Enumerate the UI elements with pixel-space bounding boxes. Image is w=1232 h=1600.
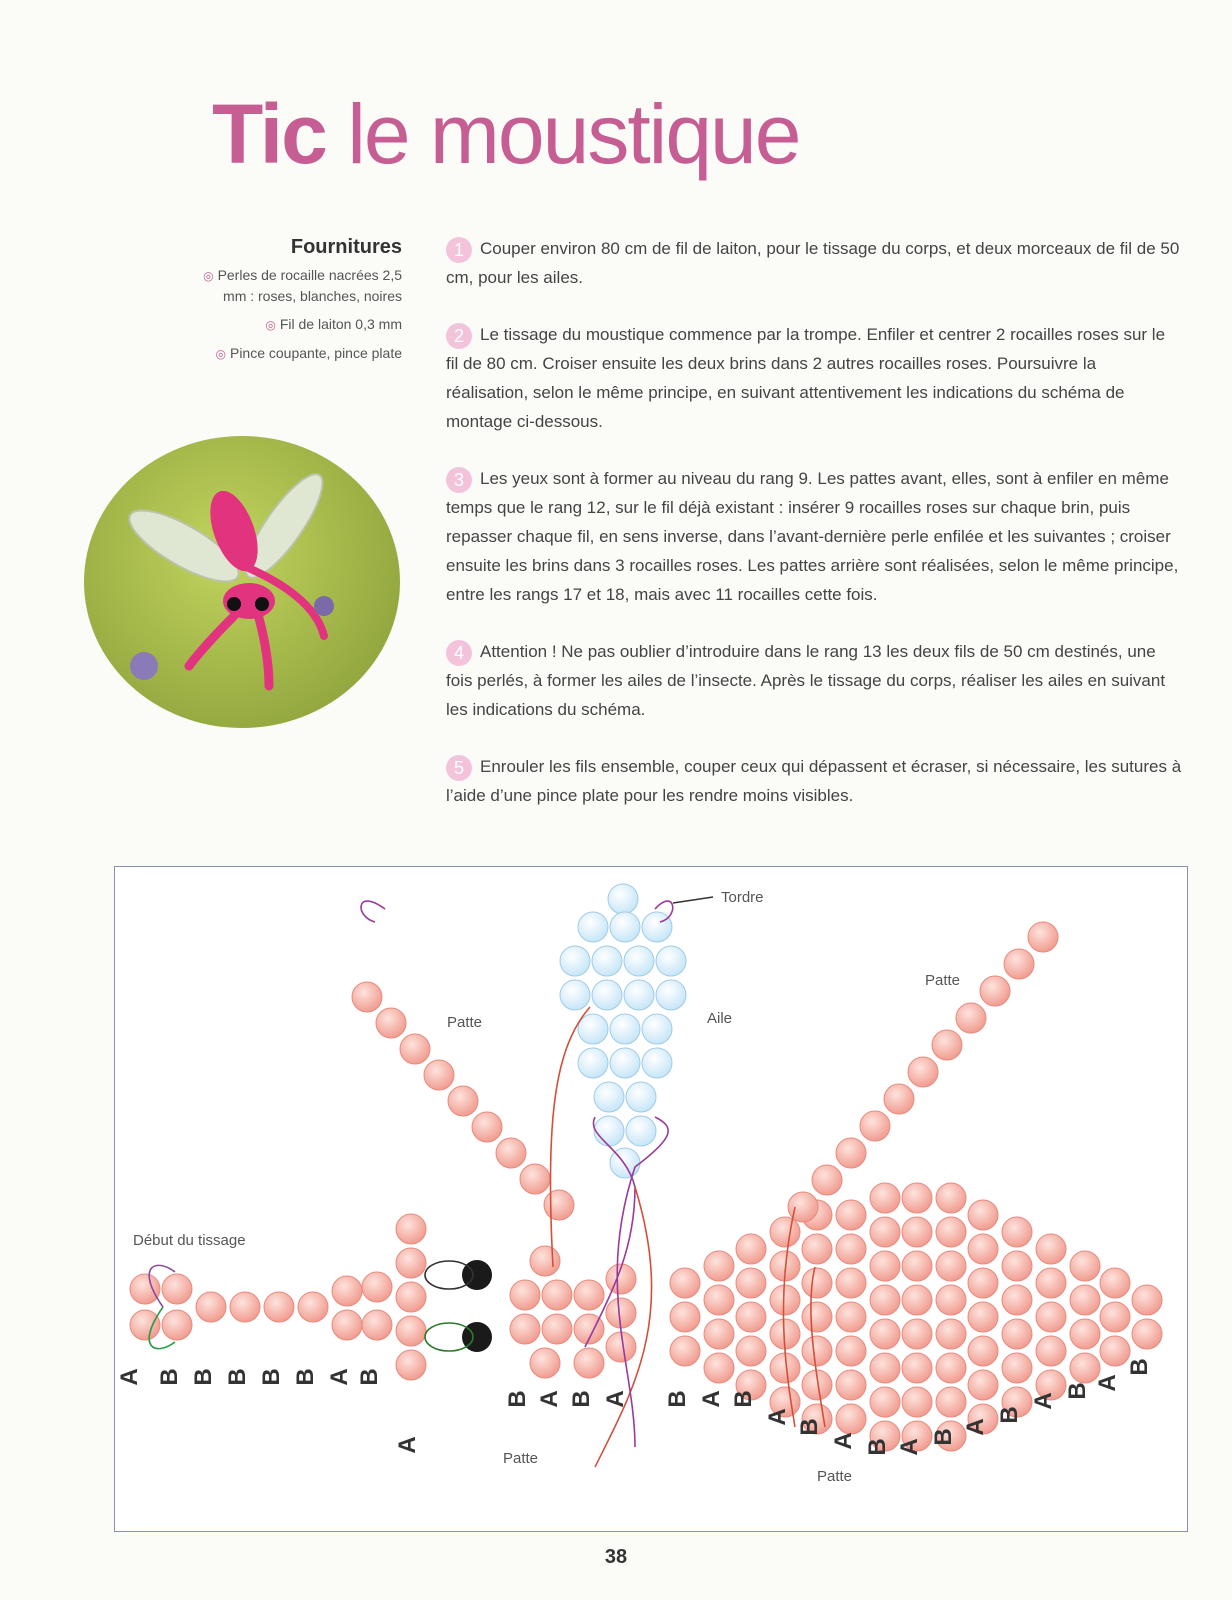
bead-pink (870, 1251, 900, 1281)
bead-pink (902, 1183, 932, 1213)
bead-pink (530, 1348, 560, 1378)
bead-pink (298, 1292, 328, 1322)
bead-pink (936, 1319, 966, 1349)
bead-pink (802, 1268, 832, 1298)
row-letter: B (1064, 1382, 1091, 1400)
bead-pink (836, 1302, 866, 1332)
bead-pink (1070, 1285, 1100, 1315)
step-2: 2 Le tissage du moustique commence par la trompe. Enfiler et centrer 2 rocailles roses sur le fil de 80 cm. Croiser ensuite les deux brins dans 2 autres rocailles roses. Poursuivre la réalisation, selon le même principe, en suivant attentivement les indications du schéma de montage ci-dessous. (446, 325, 1166, 431)
bead-blue (592, 980, 622, 1010)
bead-blue (642, 1014, 672, 1044)
row-letter: A (896, 1438, 923, 1456)
bead-pink (1036, 1302, 1066, 1332)
supplies-panel (200, 236, 402, 372)
bead-blue (608, 884, 638, 914)
bead-pink (510, 1280, 540, 1310)
row-letter: B (996, 1406, 1023, 1424)
bead-pink (1004, 949, 1034, 979)
bead-blue (610, 1048, 640, 1078)
bead-pink (1036, 1234, 1066, 1264)
bead-blue (642, 1048, 672, 1078)
bead-pink (902, 1217, 932, 1247)
mosquito-photo (84, 436, 400, 728)
bead-blue (578, 1048, 608, 1078)
label-start: Début du tissage (133, 1232, 246, 1249)
label-leg-bottom-left: Patte (503, 1450, 539, 1467)
bead-blue (594, 1082, 624, 1112)
row-letter: B (356, 1368, 383, 1386)
bead-pink (860, 1111, 890, 1141)
bead-pink (704, 1251, 734, 1281)
row-letter: A (1030, 1392, 1057, 1410)
bead-blue (560, 946, 590, 976)
label-wing: Aile (707, 1010, 733, 1027)
bead-blue (626, 1082, 656, 1112)
bead-pink (542, 1314, 572, 1344)
bead-pink (902, 1251, 932, 1281)
bead-blue (610, 912, 640, 942)
row-letter: B (1126, 1358, 1153, 1376)
bead-pink (362, 1272, 392, 1302)
row-letter: A (116, 1368, 143, 1386)
bead-pink (936, 1353, 966, 1383)
bead-pink (936, 1217, 966, 1247)
bead-pink (968, 1302, 998, 1332)
row-letter: B (258, 1368, 285, 1386)
bead-pink (1070, 1319, 1100, 1349)
bead-pink (836, 1268, 866, 1298)
bead-pink (1036, 1268, 1066, 1298)
bead-pink (968, 1336, 998, 1366)
bead-pink (836, 1404, 866, 1434)
diagram-canvas (115, 867, 1186, 1530)
bead-pink (396, 1282, 426, 1312)
bead-pink (870, 1217, 900, 1247)
bead-pink (836, 1370, 866, 1400)
row-letter: B (730, 1390, 757, 1408)
beading-diagram (114, 866, 1188, 1532)
bullet-icon: ◎ (215, 347, 226, 361)
bead-pink (870, 1319, 900, 1349)
bead-blue (578, 912, 608, 942)
row-letter: B (664, 1390, 691, 1408)
row-letter: B (156, 1368, 183, 1386)
bead-pink (736, 1268, 766, 1298)
bead-pink (704, 1319, 734, 1349)
row-letter: A (326, 1368, 353, 1386)
bead-pink (396, 1214, 426, 1244)
wire-path (550, 1007, 590, 1267)
label-twist: Tordre (721, 889, 764, 906)
row-letter: B (796, 1418, 823, 1436)
bead-blue (656, 980, 686, 1010)
bead-pink (574, 1348, 604, 1378)
bead-pink (448, 1086, 478, 1116)
bullet-icon: ◎ (265, 318, 276, 332)
bead-pink (1002, 1217, 1032, 1247)
bead-pink (670, 1302, 700, 1332)
step-1: 1 Couper environ 80 cm de fil de laiton, pour le tissage du corps, et deux morceaux de fil de 50 cm, pour les ailes. (446, 239, 1180, 287)
bead-pink (936, 1285, 966, 1315)
bead-pink (162, 1274, 192, 1304)
bead-pink (1132, 1319, 1162, 1349)
bead-pink (162, 1310, 192, 1340)
bead-blue (592, 946, 622, 976)
bead-pink (376, 1008, 406, 1038)
label-leg-front-right: Patte (925, 972, 961, 989)
bead-pink (902, 1353, 932, 1383)
bead-pink (980, 976, 1010, 1006)
bead-pink (836, 1336, 866, 1366)
bead-pink (884, 1084, 914, 1114)
bead-pink (352, 982, 382, 1012)
row-letter: B (930, 1428, 957, 1446)
bullet-icon: ◎ (203, 269, 214, 283)
supplies-heading: Fournitures (290, 236, 402, 258)
label-leg-front-left: Patte (447, 1014, 483, 1031)
bead-pink (704, 1353, 734, 1383)
bead-pink (1002, 1285, 1032, 1315)
step-4: 4 Attention ! Ne pas oublier d’introduire dans le rang 13 les deux fils de 50 cm destinés, une fois perlés, à former les ailes de l’insecte. Après le tissage du corps, réaliser les ailes en suivant les indications du schéma. (446, 642, 1166, 719)
bead-pink (902, 1285, 932, 1315)
bead-pink (332, 1276, 362, 1306)
bead-pink (870, 1183, 900, 1213)
bead-blue (610, 1014, 640, 1044)
row-letter: B (864, 1438, 891, 1456)
bead-pink (606, 1332, 636, 1362)
row-letter: A (830, 1432, 857, 1450)
bead-pink (1070, 1251, 1100, 1281)
bead-pink (396, 1316, 426, 1346)
row-letter: B (504, 1390, 531, 1408)
bead-pink (530, 1246, 560, 1276)
bead-pink (968, 1268, 998, 1298)
bead-pink (574, 1280, 604, 1310)
bead-pink (968, 1200, 998, 1230)
bead-pink (902, 1319, 932, 1349)
bead-pink (870, 1285, 900, 1315)
bead-pink (670, 1268, 700, 1298)
row-letter: B (224, 1368, 251, 1386)
row-letter: A (602, 1390, 629, 1408)
bead-pink (606, 1298, 636, 1328)
bead-pink (1100, 1268, 1130, 1298)
bead-pink (472, 1112, 502, 1142)
bead-pink (424, 1060, 454, 1090)
title-rest: le moustique (325, 87, 800, 181)
bead-pink (1028, 922, 1058, 952)
row-letter: A (394, 1436, 421, 1454)
bead-pink (770, 1285, 800, 1315)
bead-pink (1036, 1336, 1066, 1366)
bead-pink (870, 1387, 900, 1417)
bead-pink (496, 1138, 526, 1168)
bead-pink (836, 1234, 866, 1264)
bead-pink (362, 1310, 392, 1340)
row-letter: B (190, 1368, 217, 1386)
steps-list (446, 234, 1182, 838)
bead-pink (770, 1217, 800, 1247)
bead-pink (936, 1387, 966, 1417)
bead-blue (624, 946, 654, 976)
bead-blue (594, 1116, 624, 1146)
bead-pink (396, 1248, 426, 1278)
bead-pink (1132, 1285, 1162, 1315)
bead-pink (968, 1370, 998, 1400)
bead-blue (626, 1116, 656, 1146)
label-leg-bottom-right: Patte (817, 1468, 853, 1485)
bead-blue (578, 1014, 608, 1044)
row-letter: B (292, 1368, 319, 1386)
bead-pink (956, 1003, 986, 1033)
bead-pink (802, 1234, 832, 1264)
bead-pink (836, 1200, 866, 1230)
row-letter: A (764, 1408, 791, 1426)
page-title (212, 87, 800, 181)
supply-item: ◎ Perles de rocaille nacrées 2,5 mm : roses, blanches, noires (203, 267, 402, 304)
bead-pink (1002, 1251, 1032, 1281)
bead-pink (836, 1138, 866, 1168)
bead-pink (870, 1353, 900, 1383)
bead-pink (932, 1030, 962, 1060)
wire-path (361, 901, 385, 922)
bead-pink (936, 1251, 966, 1281)
bead-pink (396, 1350, 426, 1380)
bead-blue (656, 946, 686, 976)
wire-path (673, 897, 713, 903)
bead-pink (908, 1057, 938, 1087)
step-5: 5 Enrouler les fils ensemble, couper ceux qui dépassent et écraser, si nécessaire, les sutures à l’aide d’une pince plate pour les rendre moins visibles. (446, 757, 1182, 805)
bead-pink (1100, 1302, 1130, 1332)
bead-blue (642, 912, 672, 942)
row-letter: B (568, 1390, 595, 1408)
bead-pink (968, 1234, 998, 1264)
mosquito-illustration (84, 436, 400, 728)
bead-pink (264, 1292, 294, 1322)
bead-pink (670, 1336, 700, 1366)
row-letter: A (962, 1418, 989, 1436)
supply-item: ◎ Pince coupante, pince plate (215, 345, 402, 361)
bead-pink (230, 1292, 260, 1322)
title-bold: Tic (212, 87, 326, 181)
bead-pink (400, 1034, 430, 1064)
bead-pink (812, 1165, 842, 1195)
bead-pink (802, 1336, 832, 1366)
bead-pink (1002, 1353, 1032, 1383)
bead-pink (1002, 1319, 1032, 1349)
supply-item: ◎ Fil de laiton 0,3 mm (265, 316, 402, 332)
bead-pink (332, 1310, 362, 1340)
row-letter: A (536, 1390, 563, 1408)
bead-pink (510, 1314, 540, 1344)
bead-pink (936, 1183, 966, 1213)
bead-pink (544, 1190, 574, 1220)
row-letter: A (1094, 1374, 1121, 1392)
row-letter: A (698, 1390, 725, 1408)
bead-pink (902, 1387, 932, 1417)
page-number: 38 (604, 1546, 628, 1568)
bead-pink (196, 1292, 226, 1322)
bead-blue (560, 980, 590, 1010)
bead-pink (704, 1285, 734, 1315)
bead-pink (736, 1336, 766, 1366)
bead-pink (520, 1164, 550, 1194)
step-3: 3 Les yeux sont à former au niveau du rang 9. Les pattes avant, elles, sont à enfiler en même temps que le rang 12, sur le fil déjà existant : insérer 9 rocailles roses sur chaque brin, puis repasser chaque fil, en sens inverse, dans l’avant-dernière perle enfilée et les suivantes ; croiser ensuite les brins dans 3 rocailles roses. Les pattes arrière sont réalisées, selon le même principe, entre les rangs 17 et 18, mais avec 11 rocailles cette fois. (446, 469, 1179, 604)
bead-blue (624, 980, 654, 1010)
bead-pink (736, 1302, 766, 1332)
bead-pink (130, 1310, 160, 1340)
bead-pink (736, 1234, 766, 1264)
bead-pink (130, 1274, 160, 1304)
bead-pink (542, 1280, 572, 1310)
bead-pink (802, 1302, 832, 1332)
